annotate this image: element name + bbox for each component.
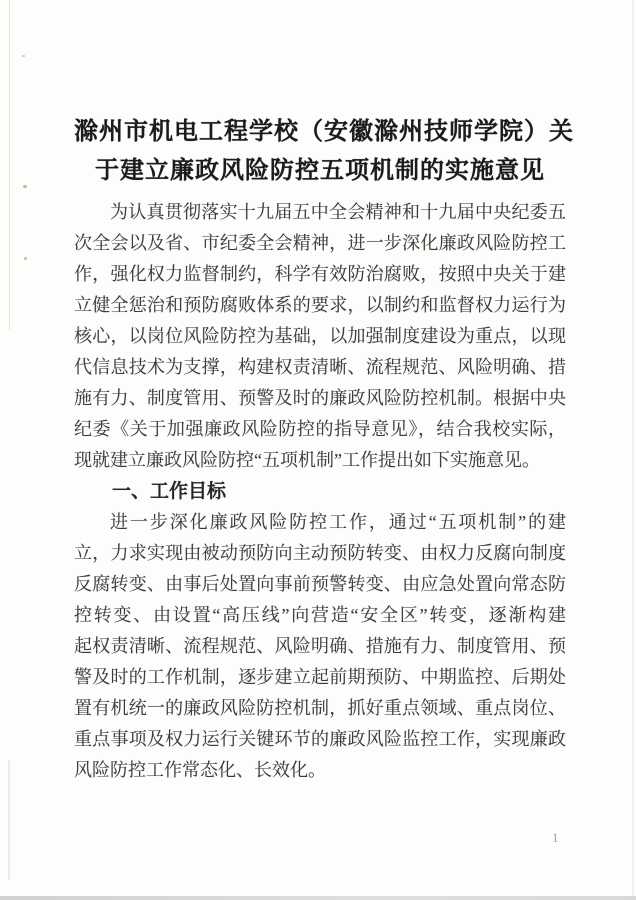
body-line: 为认真贯彻落实十九届五中全会精神和十九届中央纪委五: [110, 202, 566, 222]
body-line: 立健全惩治和预防腐败体系的要求，以制约和监督权力运行为: [74, 295, 566, 315]
body-line: 风险防控工作常态化、长效化。: [74, 760, 326, 780]
body-line: 反腐转变、由事后处置向事前预警转变、由应急处置向常态防: [74, 574, 566, 594]
paragraph-goals: [74, 507, 566, 786]
document-title-line2: 于建立廉政风险防控五项机制的实施意见: [95, 157, 545, 184]
paragraph-intro: [74, 197, 566, 476]
body-line: 纪委《关于加强廉政风险防控的指导意见》，结合我校实际，: [74, 419, 566, 439]
body-line: 作，强化权力监督制约，科学有效防治腐败，按照中央关于建: [74, 264, 566, 284]
body-line: 代信息技术为支撑，构建权责清晰、流程规范、风险明确、措: [74, 357, 566, 377]
scan-edge-artifact: [8, 760, 10, 880]
document-body: [74, 112, 574, 786]
scan-edge-artifact: [9, 0, 10, 330]
body-line: 起权责清晰、流程规范、风险明确、措施有力、制度管用、预: [74, 636, 566, 656]
scan-bottom-edge: [0, 896, 636, 900]
scan-edge-artifact: [632, 0, 634, 900]
body-line: 立，力求实现由被动预防向主动预防转变、由权力反腐向制度: [74, 543, 566, 563]
section-heading-work-goals: 一、工作目标: [112, 481, 227, 502]
body-line: 核心，以岗位风险防控为基础，以加强制度建设为重点，以现: [74, 326, 566, 346]
scan-speck: [22, 55, 25, 57]
body-line: 现就建立廉政风险防控“五项机制”工作提出如下实施意见。: [74, 450, 540, 470]
body-line: 控转变、由设置“高压线”向营造“安全区”转变，逐渐构建: [74, 605, 566, 625]
document-title-line1: 滁州市机电工程学校（安徽滁州技师学院）关: [74, 118, 574, 145]
body-line: 进一步深化廉政风险防控工作，通过“五项机制”的建: [110, 512, 566, 532]
body-line: 警及时的工作机制，逐步建立起前期预防、中期监控、后期处: [74, 667, 566, 687]
body-line: 置有机统一的廉政风险防控机制，抓好重点领域、重点岗位、: [74, 698, 566, 718]
scan-speck: [23, 185, 27, 188]
body-line: 重点事项及权力运行关键环节的廉政风险监控工作，实现廉政: [74, 729, 566, 749]
body-line: 次全会以及省、市纪委全会精神，进一步深化廉政风险防控工: [74, 233, 566, 253]
body-line: 施有力、制度管用、预警及时的廉政风险防控机制。根据中央: [74, 388, 566, 408]
scan-speck: [24, 257, 27, 260]
page-number: 1: [552, 830, 559, 845]
